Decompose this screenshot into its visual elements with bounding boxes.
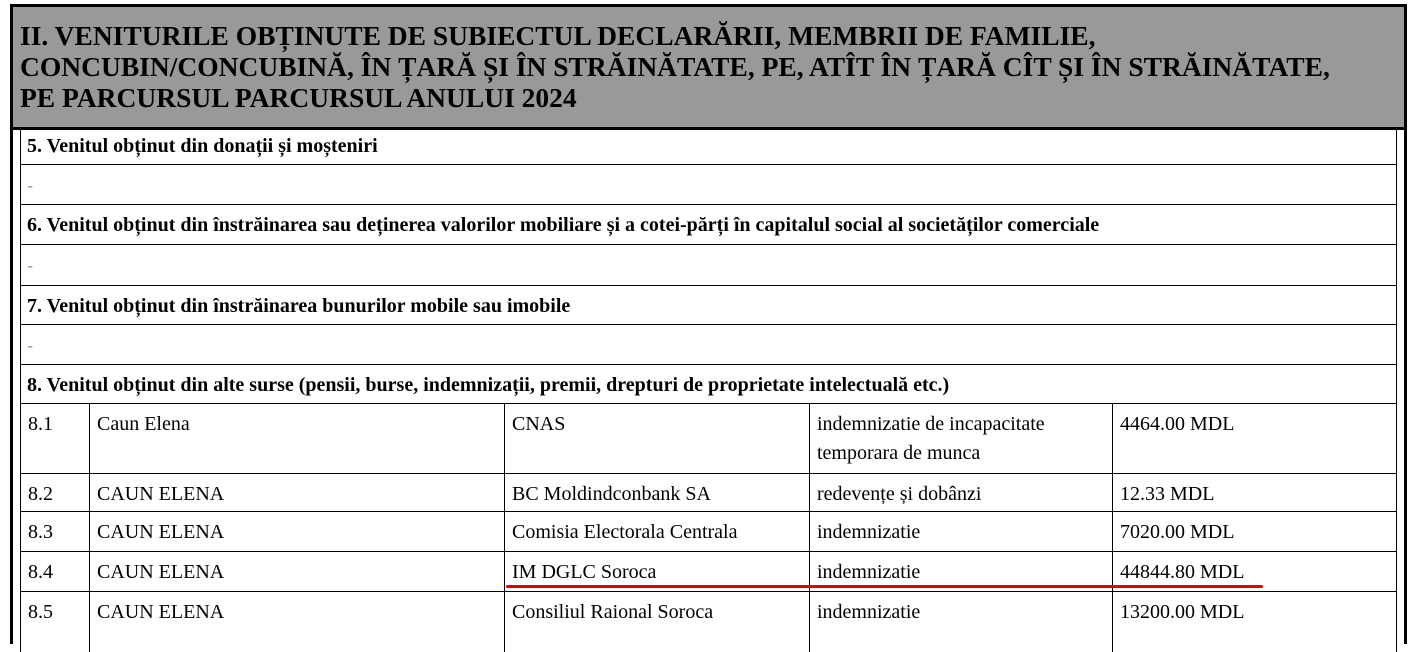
table-row xyxy=(20,404,1397,474)
income-source: Comisia Electorala Centrala xyxy=(505,512,810,551)
income-amount: 4464.00 MDL xyxy=(1120,413,1235,435)
section-6-title: 6. Venitul obținut din înstrăinarea sau deținerea valorilor mobiliare și a cotei-părți în capitalul social al societăților comerciale xyxy=(20,205,1397,245)
row-number: 8.3 xyxy=(21,512,90,551)
highlight-underline xyxy=(506,585,1263,588)
beneficiary-name: CAUN ELENA xyxy=(90,592,505,652)
income-amount: 13200.00 MDL xyxy=(1120,601,1245,623)
row-number: 8.1 xyxy=(21,404,90,473)
row-number: 8.2 xyxy=(21,474,90,511)
header-line: II. VENITURILE OBȚINUTE DE SUBIECTUL DECLARĂRII, MEMBRII DE FAMILIE, xyxy=(20,20,1096,51)
income-source: CNAS xyxy=(505,404,810,473)
section-5-empty: - xyxy=(20,165,1397,205)
beneficiary-name: CAUN ELENA xyxy=(90,552,505,591)
income-amount: 44844.80 MDL xyxy=(1120,561,1245,583)
income-type: indemnizatie xyxy=(810,552,1113,591)
declaration-page xyxy=(10,4,1407,644)
income-amount: 7020.00 MDL xyxy=(1120,521,1235,543)
income-type: indemnizatie de incapacitate temporara de munca xyxy=(810,404,1113,473)
beneficiary-name: CAUN ELENA xyxy=(90,512,505,551)
section-6-empty: - xyxy=(20,245,1397,286)
section-header xyxy=(13,7,1404,130)
table-row xyxy=(20,512,1397,552)
section-7-title: 7. Venitul obținut din înstrăinarea bunurilor mobile sau imobile xyxy=(20,286,1397,325)
row-number: 8.5 xyxy=(21,592,90,652)
beneficiary-name: CAUN ELENA xyxy=(90,474,505,511)
income-source: IM DGLC Soroca xyxy=(505,552,810,591)
income-source: BC Moldindconbank SA xyxy=(505,474,810,511)
header-line: PE PARCURSUL PARCURSUL ANULUI 2024 xyxy=(20,82,577,113)
section-8-title: 8. Venitul obținut din alte surse (pensii, burse, indemnizații, premii, drepturi de proprietate intelectuală etc.) xyxy=(20,365,1397,404)
table-row xyxy=(20,474,1397,512)
beneficiary-name: Caun Elena xyxy=(90,404,505,473)
section-7-empty: - xyxy=(20,325,1397,365)
table-row xyxy=(20,592,1397,652)
income-source: Consiliul Raional Soroca xyxy=(505,592,810,652)
income-type: redevențe și dobânzi xyxy=(810,474,1113,511)
income-type: indemnizatie xyxy=(810,592,1113,652)
income-type: indemnizatie xyxy=(810,512,1113,551)
header-line: CONCUBIN/CONCUBINĂ, ÎN ȚARĂ ȘI ÎN STRĂINĂTATE, PE, ATÎT ÎN ȚARĂ CÎT ȘI ÎN STRĂINĂTATE, xyxy=(20,51,1330,82)
row-number: 8.4 xyxy=(21,552,90,591)
section-5-title: 5. Venitul obținut din donații și moșteniri xyxy=(20,127,1397,165)
income-amount: 12.33 MDL xyxy=(1120,483,1215,505)
